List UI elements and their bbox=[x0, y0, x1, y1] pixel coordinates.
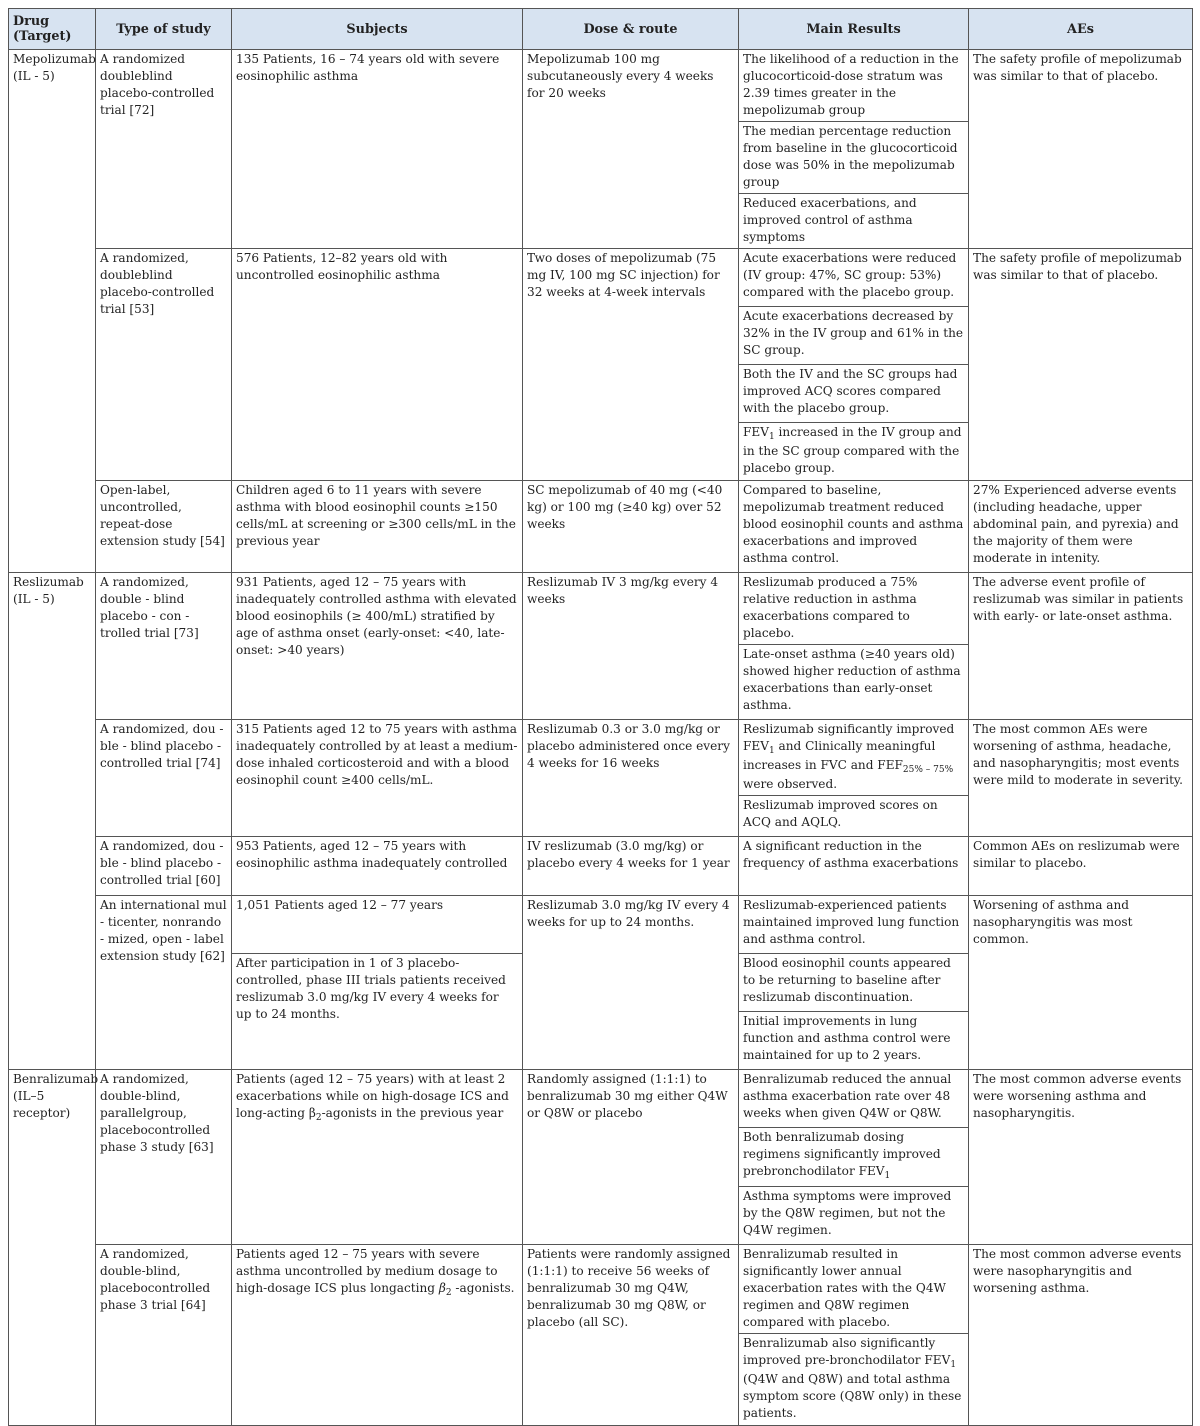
main-result: The median percentage reduction from baseline in the glucocorticoid dose was 50% in the mepolizumab group bbox=[739, 122, 969, 194]
study-dose: Reslizumab IV 3 mg/kg every 4 weeks bbox=[523, 573, 739, 720]
main-result: Late-onset asthma (≥40 years old) showed higher reduction of asthma exacerbations than early-onset asthma. bbox=[739, 645, 969, 720]
study-type: A randomized, dou - ble - blind placebo - controlled trial [60] bbox=[96, 837, 232, 896]
study-dose: Two doses of mepolizumab (75 mg IV, 100 mg SC injection) for 32 weeks at 4-week intervals bbox=[523, 249, 739, 481]
table-row bbox=[9, 720, 1193, 796]
main-result: The likelihood of a reduction in the glucocorticoid-dose stratum was 2.39 times greater in the mepolizumab group bbox=[739, 50, 969, 122]
study-aes: The safety profile of mepolizumab was similar to that of placebo. bbox=[969, 249, 1193, 481]
study-type: A randomized doubleblind placebo-controlled trial [72] bbox=[96, 50, 232, 249]
result-text: Both benralizumab dosing regimens significantly improved prebronchodilator FEV bbox=[743, 1130, 941, 1178]
study-aes: The most common AEs were worsening of asthma, headache, and nasopharyngitis; most events were mild to moderate in severity. bbox=[969, 720, 1193, 837]
table-row bbox=[9, 896, 1193, 954]
header-row bbox=[9, 9, 1193, 50]
main-result: Reslizumab-experienced patients maintained improved lung function and asthma control. bbox=[739, 896, 969, 954]
main-result: Acute exacerbations decreased by 32% in the IV group and 61% in the SC group. bbox=[739, 307, 969, 365]
study-type: Open-label, uncontrolled, repeat-dose extension study [54] bbox=[96, 481, 232, 573]
drug-mepolizumab: Mepolizumab (IL - 5) bbox=[9, 50, 96, 573]
subscript: 1 bbox=[768, 746, 775, 756]
main-result: A significant reduction in the frequency of asthma exacerbations bbox=[739, 837, 969, 896]
main-result bbox=[739, 720, 969, 796]
main-result bbox=[739, 1128, 969, 1187]
result-text: Benralizumab also significantly improved pre-bronchodilator FEV bbox=[743, 1336, 951, 1367]
main-result: Reslizumab produced a 75% relative reduction in asthma exacerbations compared to placebo. bbox=[739, 573, 969, 645]
study-subjects bbox=[232, 1070, 523, 1245]
header-results: Main Results bbox=[739, 9, 969, 50]
header-dose: Dose & route bbox=[523, 9, 739, 50]
study-subjects: After participation in 1 of 3 placebo-controlled, phase III trials patients received reslizumab 3.0 mg/kg IV every 4 weeks for up to 24 months. bbox=[232, 954, 523, 1070]
fev-text: FEV bbox=[743, 425, 769, 439]
study-dose: IV reslizumab (3.0 mg/kg) or placebo every 4 weeks for 1 year bbox=[523, 837, 739, 896]
table-row bbox=[9, 50, 1193, 122]
drug-benralizumab: Benralizumab (IL–5 receptor) bbox=[9, 1070, 96, 1426]
study-type: A randomized, double-blind, parallelgroup, placebocontrolled phase 3 study [63] bbox=[96, 1070, 232, 1245]
clinical-trials-table bbox=[8, 8, 1193, 1426]
subscript: 1 bbox=[950, 1360, 957, 1370]
result-text: Reslizumab significantly improved FEV bbox=[743, 722, 955, 753]
study-aes: Common AEs on reslizumab were similar to placebo. bbox=[969, 837, 1193, 896]
study-subjects: Children aged 6 to 11 years with severe asthma with blood eosinophil counts ≥150 cells/mL at screening or ≥300 cells/mL in the previous year bbox=[232, 481, 523, 573]
beta-symbol: β bbox=[438, 1281, 446, 1295]
main-result: Both the IV and the SC groups had improved ACQ scores compared with the placebo group. bbox=[739, 365, 969, 423]
table-row bbox=[9, 1245, 1193, 1334]
subscript: 2 bbox=[445, 1288, 452, 1298]
subjects-text: Patients (aged 12 – 75 years) with at least 2 exacerbations while on high-dosage ICS and long-acting β bbox=[236, 1072, 509, 1120]
main-result: Initial improvements in lung function and asthma control were maintained for up to 2 years. bbox=[739, 1012, 969, 1070]
study-subjects: 135 Patients, 16 – 74 years old with severe eosinophilic asthma bbox=[232, 50, 523, 249]
subjects-text: -agonists in the previous year bbox=[321, 1106, 504, 1120]
table-row bbox=[9, 837, 1193, 896]
study-subjects bbox=[232, 1245, 523, 1426]
study-subjects: 953 Patients, aged 12 – 75 years with eosinophilic asthma inadequately controlled bbox=[232, 837, 523, 896]
main-result: Asthma symptoms were improved by the Q8W regimen, but not the Q4W regimen. bbox=[739, 1187, 969, 1245]
header-aes: AEs bbox=[969, 9, 1193, 50]
header-drug: Drug (Target) bbox=[9, 9, 96, 50]
result-text: increased in the IV group and in the SC group compared with the placebo group. bbox=[743, 425, 962, 475]
main-result bbox=[739, 423, 969, 481]
main-result: Acute exacerbations were reduced (IV group: 47%, SC group: 53%) compared with the placebo group. bbox=[739, 249, 969, 307]
table-row bbox=[9, 573, 1193, 645]
result-text: were observed. bbox=[743, 777, 838, 791]
study-type: A randomized, double - blind placebo - con - trolled trial [73] bbox=[96, 573, 232, 720]
subscript: 2 bbox=[315, 1113, 322, 1123]
table-row bbox=[9, 481, 1193, 573]
header-subjects: Subjects bbox=[232, 9, 523, 50]
study-dose: SC mepolizumab of 40 mg (<40 kg) or 100 mg (≥40 kg) over 52 weeks bbox=[523, 481, 739, 573]
subscript: 1 bbox=[768, 432, 775, 442]
study-aes: Worsening of asthma and nasopharyngitis was most common. bbox=[969, 896, 1193, 1070]
study-aes: The adverse event profile of reslizumab was similar in patients with early- or late-onset asthma. bbox=[969, 573, 1193, 720]
main-result: Benralizumab resulted in significantly lower annual exacerbation rates with the Q4W regimen and Q8W regimen compared with placebo. bbox=[739, 1245, 969, 1334]
subjects-text: -agonists. bbox=[451, 1281, 515, 1295]
drug-reslizumab: Reslizumab (IL - 5) bbox=[9, 573, 96, 1070]
study-type: A randomized, double-blind, placebocontrolled phase 3 trial [64] bbox=[96, 1245, 232, 1426]
subscript: 25% – 75% bbox=[902, 765, 954, 775]
subscript: 1 bbox=[884, 1171, 891, 1181]
study-dose: Patients were randomly assigned (1:1:1) to receive 56 weeks of benralizumab 30 mg Q4W, benralizumab 30 mg Q8W, or placebo (all SC). bbox=[523, 1245, 739, 1426]
study-subjects: 931 Patients, aged 12 – 75 years with inadequately controlled asthma with elevated blood eosinophils (≥ 400/mL) stratified by age of asthma onset (early-onset: <40, late-onset: >40 years) bbox=[232, 573, 523, 720]
study-dose: Reslizumab 3.0 mg/kg IV every 4 weeks for up to 24 months. bbox=[523, 896, 739, 1070]
study-type: A randomized, doubleblind placebo-controlled trial [53] bbox=[96, 249, 232, 481]
study-aes: The safety profile of mepolizumab was similar to that of placebo. bbox=[969, 50, 1193, 249]
table-row bbox=[9, 249, 1193, 307]
study-type: An international mul - ticenter, nonrando - mized, open - label extension study [62] bbox=[96, 896, 232, 1070]
result-text: (Q4W and Q8W) and total asthma symptom score (Q8W only) in these patients. bbox=[743, 1372, 962, 1420]
study-dose: Randomly assigned (1:1:1) to benralizumab 30 mg either Q4W or Q8W or placebo bbox=[523, 1070, 739, 1245]
result-text: and Clinically meaningful increases in FVC and FEF bbox=[743, 739, 936, 772]
header-type: Type of study bbox=[96, 9, 232, 50]
study-dose: Reslizumab 0.3 or 3.0 mg/kg or placebo administered once every 4 weeks for 16 weeks bbox=[523, 720, 739, 837]
study-subjects: 576 Patients, 12–82 years old with uncontrolled eosinophilic asthma bbox=[232, 249, 523, 481]
study-subjects: 1,051 Patients aged 12 – 77 years bbox=[232, 896, 523, 954]
table-row bbox=[9, 1070, 1193, 1128]
subjects-text: Patients aged 12 – 75 years with severe asthma uncontrolled by medium dosage to high-dosage ICS plus longacting bbox=[236, 1247, 498, 1295]
study-aes: The most common adverse events were nasopharyngitis and worsening asthma. bbox=[969, 1245, 1193, 1426]
main-result: Compared to baseline, mepolizumab treatment reduced blood eosinophil counts and asthma exacerbations and improved asthma control. bbox=[739, 481, 969, 573]
study-aes: 27% Experienced adverse events (including headache, upper abdominal pain, and pyrexia) and the majority of them were moderate in intenity. bbox=[969, 481, 1193, 573]
main-result: Reslizumab improved scores on ACQ and AQLQ. bbox=[739, 796, 969, 837]
main-result: Benralizumab reduced the annual asthma exacerbation rate over 48 weeks when given Q4W or Q8W. bbox=[739, 1070, 969, 1128]
study-aes: The most common adverse events were worsening asthma and nasopharyngitis. bbox=[969, 1070, 1193, 1245]
study-dose: Mepolizumab 100 mg subcutaneously every 4 weeks for 20 weeks bbox=[523, 50, 739, 249]
study-type: A randomized, dou - ble - blind placebo - controlled trial [74] bbox=[96, 720, 232, 837]
main-result: Reduced exacerbations, and improved control of asthma symptoms bbox=[739, 194, 969, 249]
main-result: Blood eosinophil counts appeared to be returning to baseline after reslizumab discontinuation. bbox=[739, 954, 969, 1012]
study-subjects: 315 Patients aged 12 to 75 years with asthma inadequately controlled by at least a medium-dose inhaled corticosteroid and with a blood eosinophil count ≥400 cells/mL. bbox=[232, 720, 523, 837]
main-result bbox=[739, 1334, 969, 1426]
